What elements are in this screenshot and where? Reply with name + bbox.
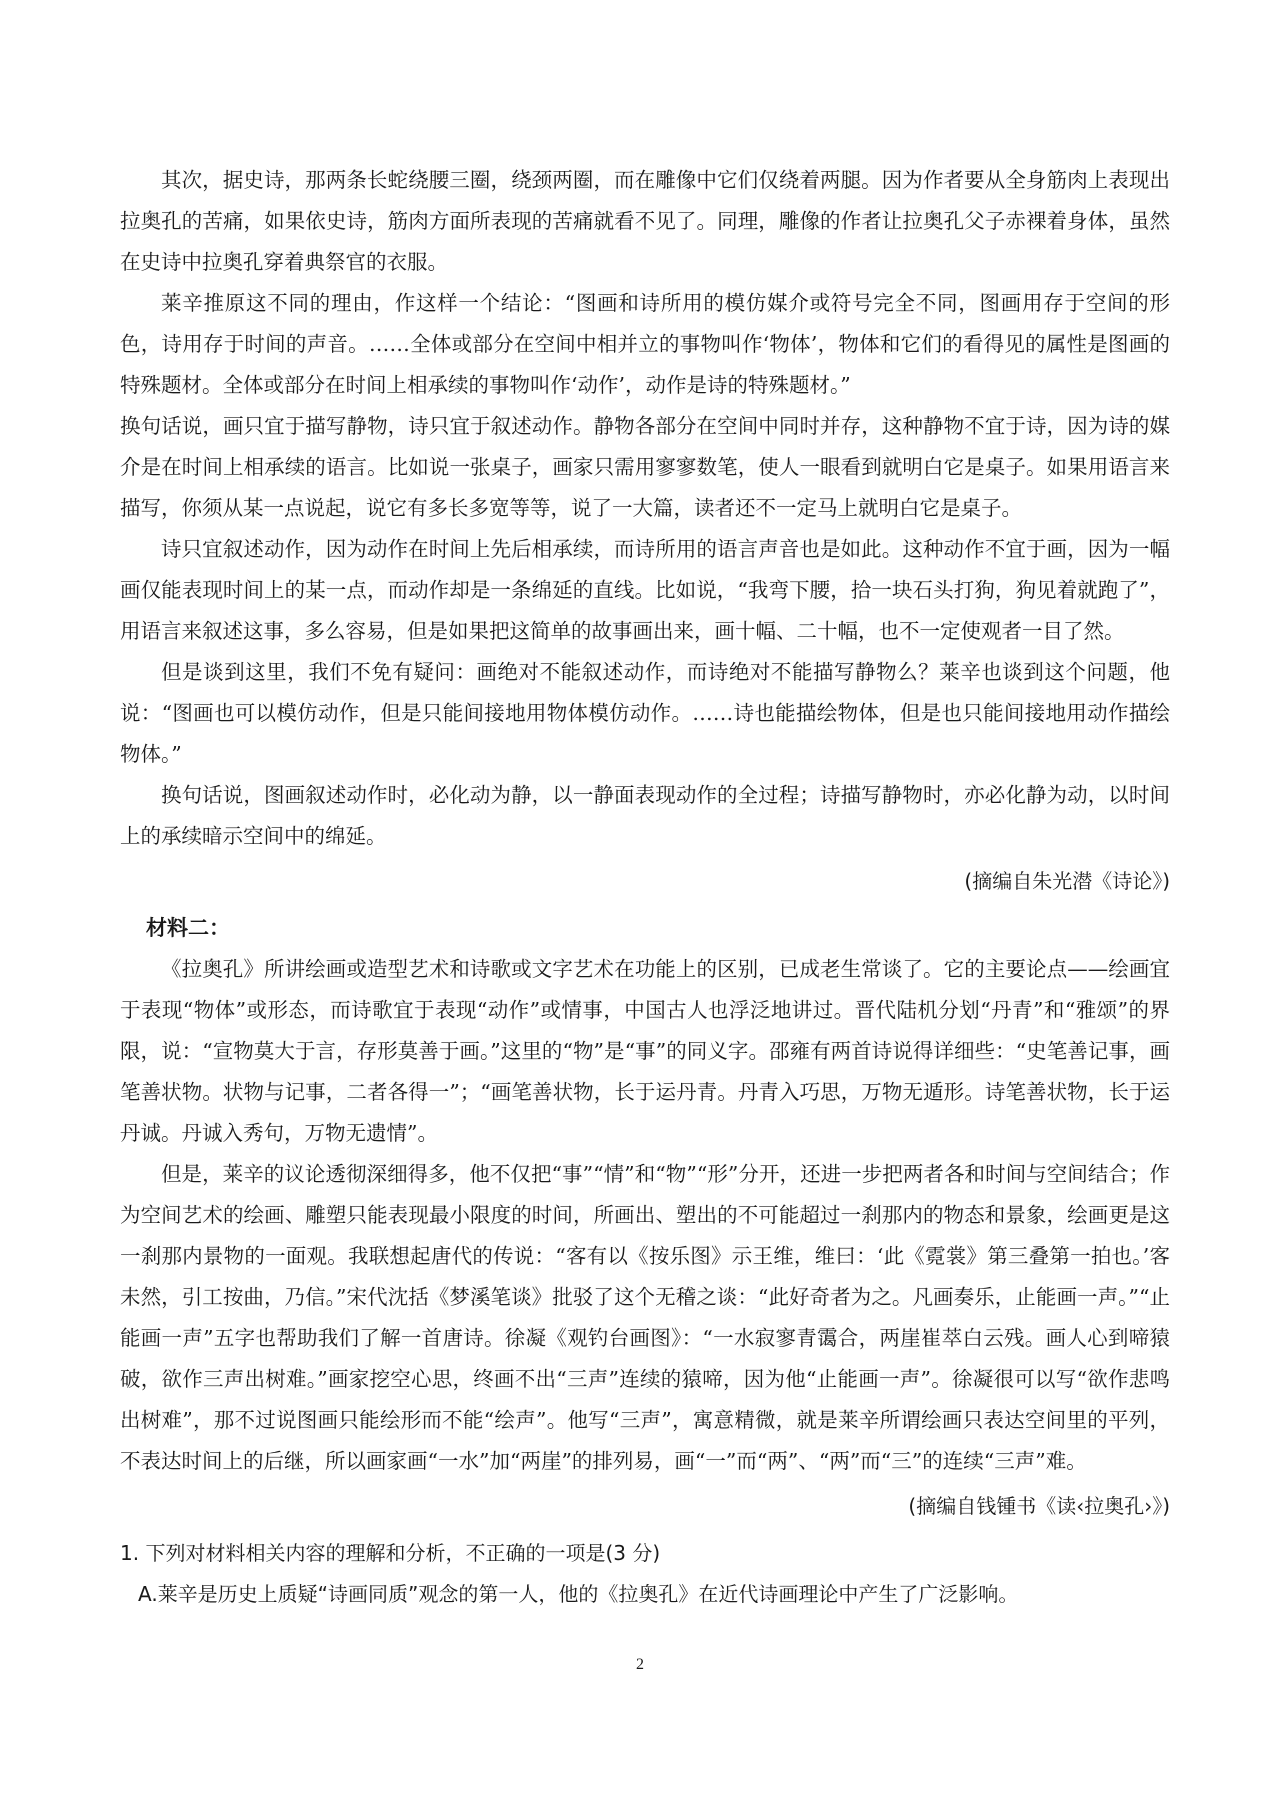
page-number: 2	[636, 1656, 644, 1673]
paragraph-5: 但是谈到这里，我们不免有疑问：画绝对不能叙述动作，而诗绝对不能描写静物么？莱辛也谈到这个问题，他说：“图画也可以模仿动作，但是只能间接地用物体模仿动作。……诗也能描绘物体，但是也只能间接地用动作描绘物体。”	[120, 660, 1170, 766]
paragraph-3: 换句话说，画只宜于描写静物，诗只宜于叙述动作。静物各部分在空间中同时并存，这种静物不宜于诗，因为诗的媒介是在时间上相承续的语言。比如说一张桌子，画家只需用寥寥数笔，使人一眼看到就明白它是桌子。如果用语言来描写，你须从某一点说起，说它有多长多宽等等，说了一大篇，读者还不一定马上就明白它是桌子。	[120, 414, 1170, 520]
source-citation-2: (摘编自钱锺书《读‹拉奥孔›》)	[908, 1494, 1170, 1518]
paragraph-4: 诗只宜叙述动作，因为动作在时间上先后相承续，而诗所用的语言声音也是如此。这种动作不宜于画，因为一幅画仅能表现时间上的某一点，而动作却是一条绵延的直线。比如说，“我弯下腰，拾一块石头打狗，狗见着就跑了”，用语言来叙述这事，多么容易，但是如果把这简单的故事画出来，画十幅、二十幅，也不一定使观者一目了然。	[120, 537, 1170, 643]
material-one	[120, 160, 1170, 902]
paragraph-8: 但是，莱辛的议论透彻深细得多，他不仅把“事”“情”和“物”“形”分开，还进一步把两者各和时间与空间结合；作为空间艺术的绘画、雕塑只能表现最小限度的时间，所画出、塑出的不可能超过一刹那内的物态和景象，绘画更是这一刹那内景物的一面观。我联想起唐代的传说：“客有以《按乐图》示王维，维曰：‘此《霓裳》第三叠第一拍也。’客未然，引工按曲，乃信。”宋代沈括《梦溪笔谈》批驳了这个无稽之谈：“此好奇者为之。凡画奏乐，止能画一声。”“止能画一声”五字也帮助我们了解一首唐诗。徐凝《观钓台画图》：“一水寂寥青霭合，两崖崔萃白云残。画人心到啼猿破，欲作三声出树难。”画家挖空心思，终画不出“三声”连续的猿啼，因为他“止能画一声”。徐凝很可以写“欲作悲鸣出树难”，那不过说图画只能绘形而不能“绘声”。他写“三声”，寓意精微，就是莱辛所谓绘画只表达空间里的平列，不表达时间上的后继，所以画家画“一水”加“两崖”的排列易，画“一”而“两”、“两”而“三”的连续“三声”难。	[120, 1162, 1170, 1473]
material-two	[120, 908, 1170, 1527]
paragraph-2: 莱辛推原这不同的理由，作这样一个结论：“图画和诗所用的模仿媒介或符号完全不同，图画用存于空间的形色，诗用存于时间的声音。……全体或部分在空间中相并立的事物叫作‘物体’，物体和它们的看得见的属性是图画的特殊题材。全体或部分在时间上相承续的事物叫作‘动作’，动作是诗的特殊题材。”	[120, 291, 1170, 397]
paragraph-7: 《拉奥孔》所讲绘画或造型艺术和诗歌或文字艺术在功能上的区别，已成老生常谈了。它的主要论点——绘画宜于表现“物体”或形态，而诗歌宜于表现“动作”或情事，中国古人也浮泛地讲过。晋代陆机分划“丹青”和“雅颂”的界限，说：“宣物莫大于言，存形莫善于画。”这里的“物”是“事”的同义字。邵雍有两首诗说得详细些：“史笔善记事，画笔善状物。状物与记事，二者各得一”；“画笔善状物，长于运丹青。丹青入巧思，万物无遁形。诗笔善状物，长于运丹诚。丹诚入秀句，万物无遗情”。	[120, 957, 1170, 1145]
source-citation-1: (摘编自朱光潜《诗论》)	[964, 869, 1170, 893]
question-stem: 1. 下列对材料相关内容的理解和分析，不正确的一项是(3 分)	[120, 1541, 661, 1565]
paragraph-6: 换句话说，图画叙述动作时，必化动为静，以一静面表现动作的全过程；诗描写静物时，亦必化静为动，以时间上的承续暗示空间中的绵延。	[120, 783, 1170, 848]
option-a: A.莱辛是历史上质疑“诗画同质”观念的第一人，他的《拉奥孔》在近代诗画理论中产生了广泛影响。	[138, 1582, 1019, 1606]
document-page	[120, 160, 1170, 1615]
question-one	[120, 1533, 1170, 1615]
paragraph-1: 其次，据史诗，那两条长蛇绕腰三圈，绕颈两圈，而在雕像中它们仅绕着两腿。因为作者要从全身筋肉上表现出拉奥孔的苦痛，如果依史诗，筋肉方面所表现的苦痛就看不见了。同理，雕像的作者让拉奥孔父子赤裸着身体，虽然在史诗中拉奥孔穿着典祭官的衣服。	[120, 168, 1170, 274]
material-two-heading: 材料二：	[146, 916, 230, 940]
